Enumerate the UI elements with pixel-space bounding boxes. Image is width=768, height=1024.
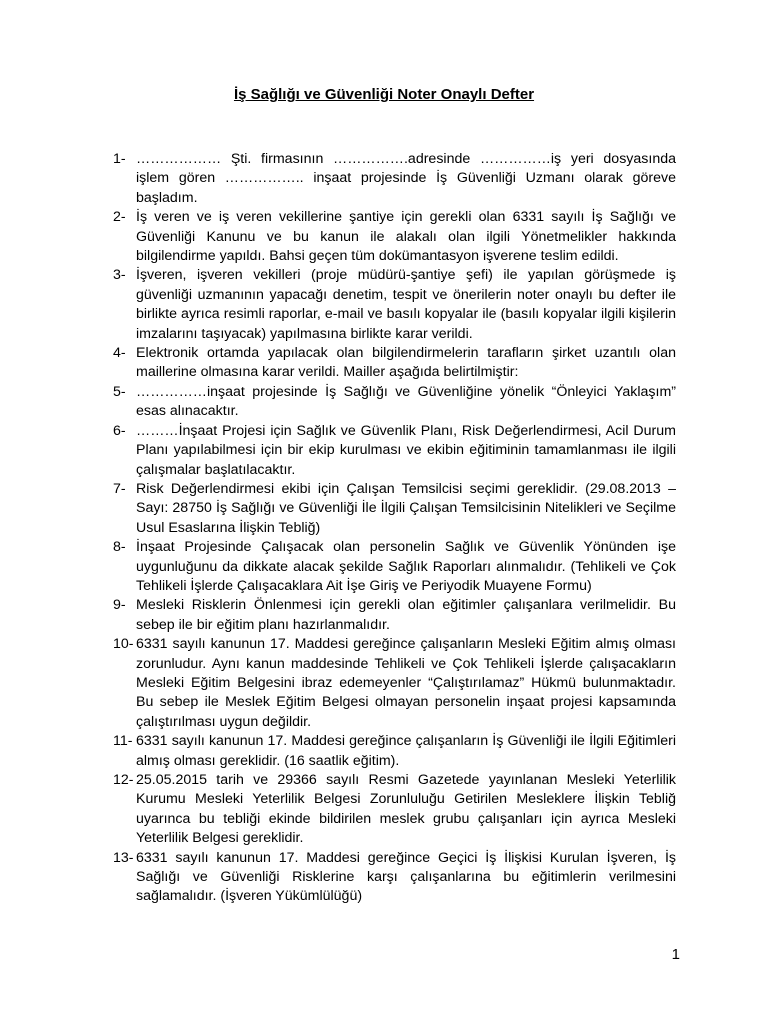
list-item (113, 208, 676, 266)
item-number: 4- (113, 345, 126, 362)
item-number: 2- (113, 209, 126, 226)
item-number: 8- (113, 539, 126, 556)
list-item (113, 422, 676, 480)
item-number: 1- (113, 151, 126, 167)
document-title: İş Sağlığı ve Güvenliği Noter Onaylı Defter (233, 86, 535, 103)
list-item (113, 344, 676, 383)
list-item (113, 150, 676, 208)
item-number: 5- (113, 383, 126, 400)
item-text: İnşaat Projesinde Çalışacak olan personelin Sağlık ve Güvenlik Yönünden işe uygunluğunu da dikkate alacak şekilde Sağlık Raporları alınmalıdır. (Tehlikeli ve Çok Tehlikeli İşlerde Çalışacaklara Ait İşe Giriş ve Periyodik Muayene Formu) (136, 539, 676, 594)
item-text: 6331 sayılı kanunun 17. Maddesi gereğince çalışanların Mesleki Eğitim almış olması zorunludur. Aynı kanun maddesinde Tehlikeli ve Çok Tehlikeli İşlerde çalışacakların Mesleki Eğitim Belgesini ibraz edemeyenler “Çalıştırılamaz” Hükmü bulunmaktadır. Bu sebep ile Meslek Eğitim Belgesi olmayan personelin inşaat projesi kapsamında çalıştırılması uygun değildir. (136, 636, 676, 730)
item-number: 9- (113, 597, 126, 614)
item-text: 25.05.2015 tarih ve 29366 sayılı Resmi Gazetede yayınlanan Mesleki Yeterlilik Kurumu Mesleki Yeterlilik Belgesi Zorunluluğu Getirilen Mesleklere İlişkin Tebliğ uyarınca bu tebliği ekinde bildirilen meslek grubu çalışanları için ayrıca Mesleki Yeterlilik Belgesi gereklidir. (136, 772, 676, 847)
item-text: ………İnşaat Projesi için Sağlık ve Güvenlik Planı, Risk Değerlendirmesi, Acil Durum Planı yapılabilmesi için bir ekip kurulması ve ekibin eğitiminin tamamlanması ile ilgili çalışmalar başlatılacaktır. (136, 422, 676, 478)
item-text: ……………inşaat projesinde İş Sağlığı ve Güvenliğine yönelik “Önleyici Yaklaşım” esas alınacaktır. (136, 383, 676, 420)
list-item (113, 732, 676, 771)
item-text: 6331 sayılı kanunun 17. Maddesi gereğince çalışanların İş Güvenliği ile İlgili Eğitimleri almış olması gereklidir. (16 saatlik eğitim). (136, 733, 676, 769)
list-item (113, 480, 676, 538)
list-item (113, 849, 676, 907)
item-text: ……………… Şti. firmasının …………….adresinde ……………iş yeri dosyasında işlem gören …………….. inşaat projesinde İş Güvenliği Uzmanı olarak göreve başladım. (136, 151, 676, 206)
item-number: 6- (113, 422, 126, 439)
list-item (113, 635, 676, 732)
item-text: İşveren, işveren vekilleri (proje müdürü-şantiye şefi) ile yapılan görüşmede iş güvenliği uzmanının yapacağı denetim, tespit ve önerilerin noter onaylı bu defter ile birlikte ayrıca resimli raporlar, e-mail ve basılı kopyalar ile (basılı kopyalar ilgili kişilerin imzalarını taşıyacak) yapılmasına birlikte karar verildi. (136, 267, 676, 342)
item-number: 3- (113, 267, 126, 284)
item-text: Risk Değerlendirmesi ekibi için Çalışan Temsilcisi seçimi gereklidir. (29.08.2013 – Sayı: 28750 İş Sağlığı ve Güvenliği İle İlgili Çalışan Temsilcisinin Nitelikleri ve Seçilme Usul Esaslarına İlişkin Tebliğ) (136, 480, 676, 536)
item-text: 6331 sayılı kanunun 17. Maddesi gereğince Geçici İş İlişkisi Kurulan İşveren, İş Sağlığı ve Güvenliği Risklerine karşı çalışanlarına bu eğitimlerin verilmesini sağlamalıdır. (İşveren Yükümlülüğü) (136, 849, 676, 905)
list-item (113, 771, 676, 849)
item-text: Elektronik ortamda yapılacak olan bilgilendirmelerin tarafların şirket uzantılı olan maillerine olmasına karar verildi. Mailler aşağıda belirtilmiştir: (136, 345, 676, 381)
item-number: 11- (113, 733, 133, 750)
item-number: 12- (113, 772, 134, 788)
item-number: 10- (113, 636, 134, 653)
item-text: Mesleki Risklerin Önlenmesi için gerekli olan eğitimler çalışanlara verilmelidir. Bu sebep ile bir eğitim planı hazırlanmalıdır. (136, 597, 676, 633)
item-number: 7- (113, 480, 126, 497)
page-number: 1 (671, 946, 680, 963)
list-item (113, 266, 676, 344)
list-item (113, 596, 676, 635)
item-number: 13- (113, 849, 134, 866)
list-item (113, 383, 676, 422)
item-list (113, 150, 676, 907)
item-text: İş veren ve iş veren vekillerine şantiye için gerekli olan 6331 sayılı İş Sağlığı ve Güvenliği Kanunu ve bu kanun ile alakalı olan ilgili Yönetmelikler hakkında bilgilendirme yapıldı. Bahsi geçen tüm dokümantasyon işverene teslim edildi. (136, 209, 676, 265)
list-item (113, 538, 676, 596)
